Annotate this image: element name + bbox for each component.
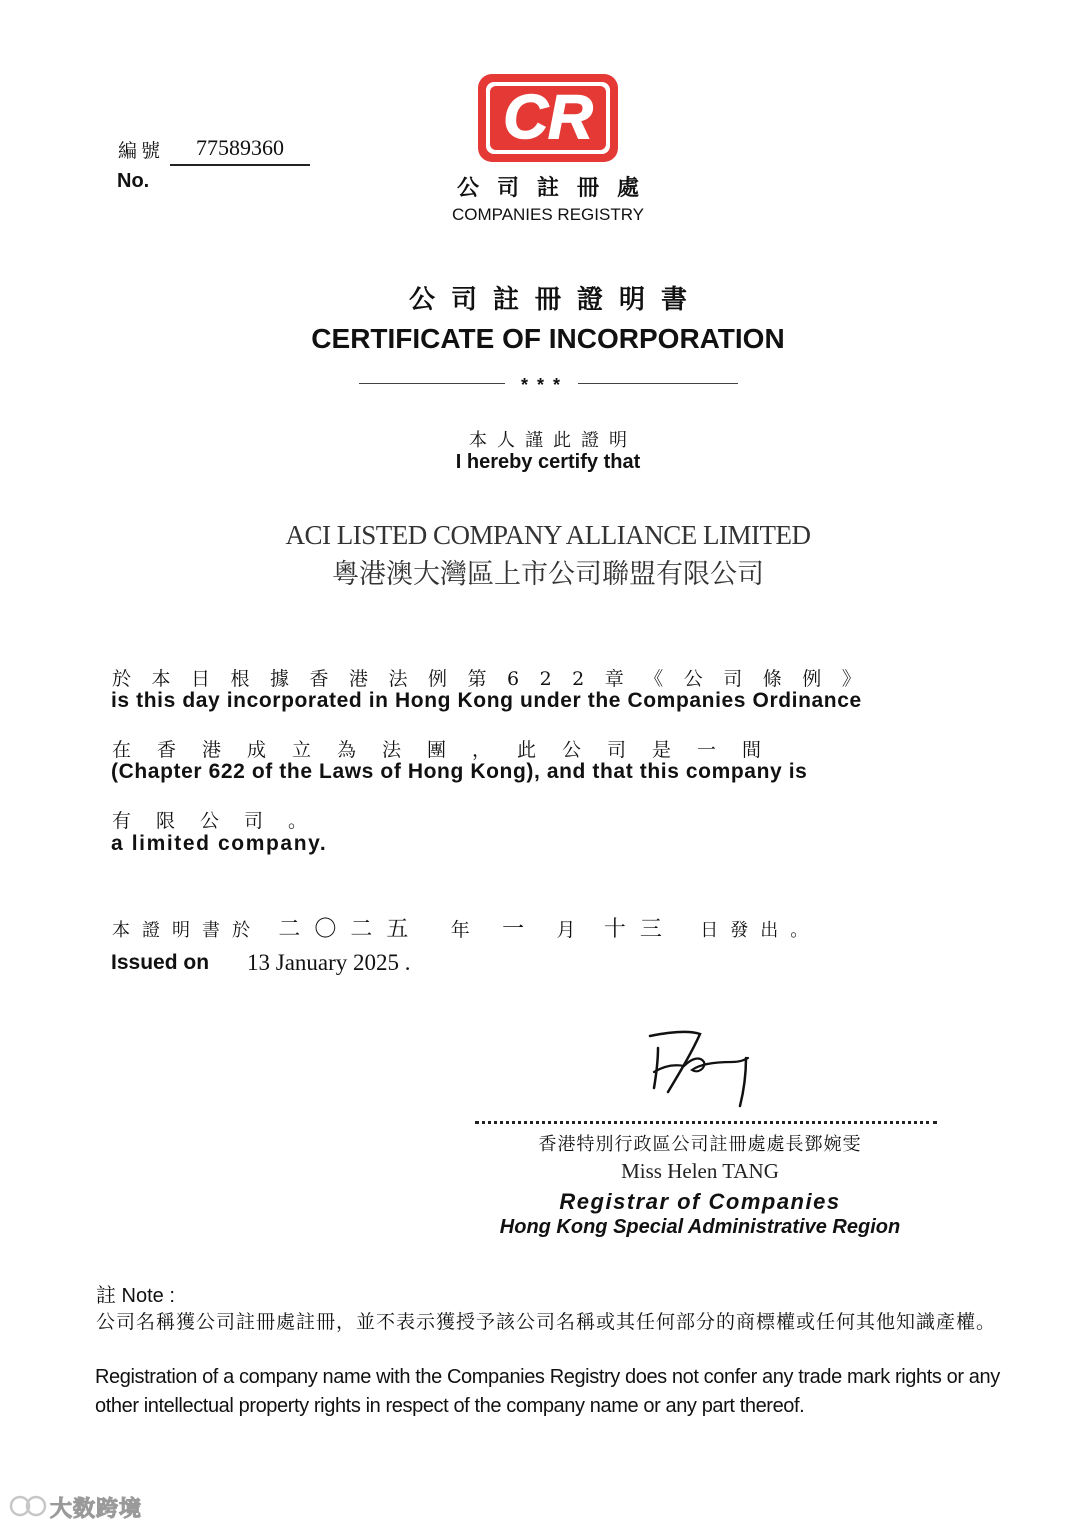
registrar-region-en: Hong Kong Special Administrative Region (499, 1216, 901, 1238)
number-label-en: No. (117, 170, 150, 192)
issued-month-unit-cn: 月 (556, 919, 576, 941)
certify-text-en: I hereby certify that (455, 451, 641, 473)
certify-text-cn: 本人謹此證明 (469, 430, 637, 451)
issued-month-cn: 一 (502, 917, 525, 942)
body-line1-en: is this day incorporated in Hong Kong under the Companies Ordinance (111, 689, 862, 712)
company-name-cn: 粵港澳大灣區上市公司聯盟有限公司 (332, 559, 764, 590)
divider-stars: * * * (520, 375, 563, 395)
cr-logo-icon (476, 72, 620, 164)
registrar-name-en: Miss Helen TANG (621, 1159, 779, 1183)
note-text-en: Registration of a company name with the Companies Registry does not confer any trade mark rights or any other intellectual property rights in respect of the company name or any part thereof. (95, 1366, 1000, 1417)
certificate-title-en: CERTIFICATE OF INCORPORATION (311, 323, 785, 354)
registrar-title-cn: 香港特別行政區公司註冊處處長鄧婉雯 (538, 1134, 862, 1155)
issued-date-en: 13 January 2025 . (247, 950, 411, 975)
certificate-title-cn: 公司註冊證明書 (408, 285, 703, 315)
issued-year-cn: 二〇二五 (278, 917, 423, 942)
watermark-text: 大数跨境 (50, 1496, 143, 1521)
note-text-cn: 公司名稱獲公司註冊處註冊，並不表示獲授予該公司名稱或其任何部分的商標權或任何其他知識產權。 (96, 1311, 997, 1333)
divider-left (359, 383, 505, 384)
note-label: 註 Note : (96, 1285, 175, 1307)
issued-day-cn: 十三 (603, 917, 676, 942)
number-label-cn: 編號 (118, 140, 165, 162)
issued-year-unit-cn: 年 (450, 919, 470, 941)
company-name-en: ACI LISTED COMPANY ALLIANCE LIMITED (285, 520, 811, 550)
registrar-title-en: Registrar of Companies (559, 1189, 841, 1214)
registry-name-cn: 公司註冊處 (456, 175, 657, 201)
registry-name-en: COMPANIES REGISTRY (451, 205, 645, 224)
logo-text: CR (503, 83, 593, 152)
signature-line (475, 1113, 937, 1124)
issued-date-cn (112, 912, 820, 943)
body-line3-en: a limited company. (111, 832, 328, 855)
body-line2-en: (Chapter 622 of the Laws of Hong Kong), and that this company is (111, 760, 808, 783)
issued-label-en: Issued on (111, 951, 210, 974)
issued-prefix-cn: 本證明書於 (112, 920, 262, 941)
body-line3-cn: 有限公司。 (112, 810, 333, 832)
body-line1-cn: 於本日根據香港法例第622章《公司條例》 (112, 668, 882, 690)
registrar-signature-icon (640, 1022, 760, 1112)
divider-right (578, 383, 738, 384)
body-line2-cn: 在香港成立為法團，此公司是一間 (112, 739, 788, 761)
certificate-number: 77589360 (170, 132, 310, 166)
issued-suffix-cn: 日發出。 (700, 920, 821, 941)
